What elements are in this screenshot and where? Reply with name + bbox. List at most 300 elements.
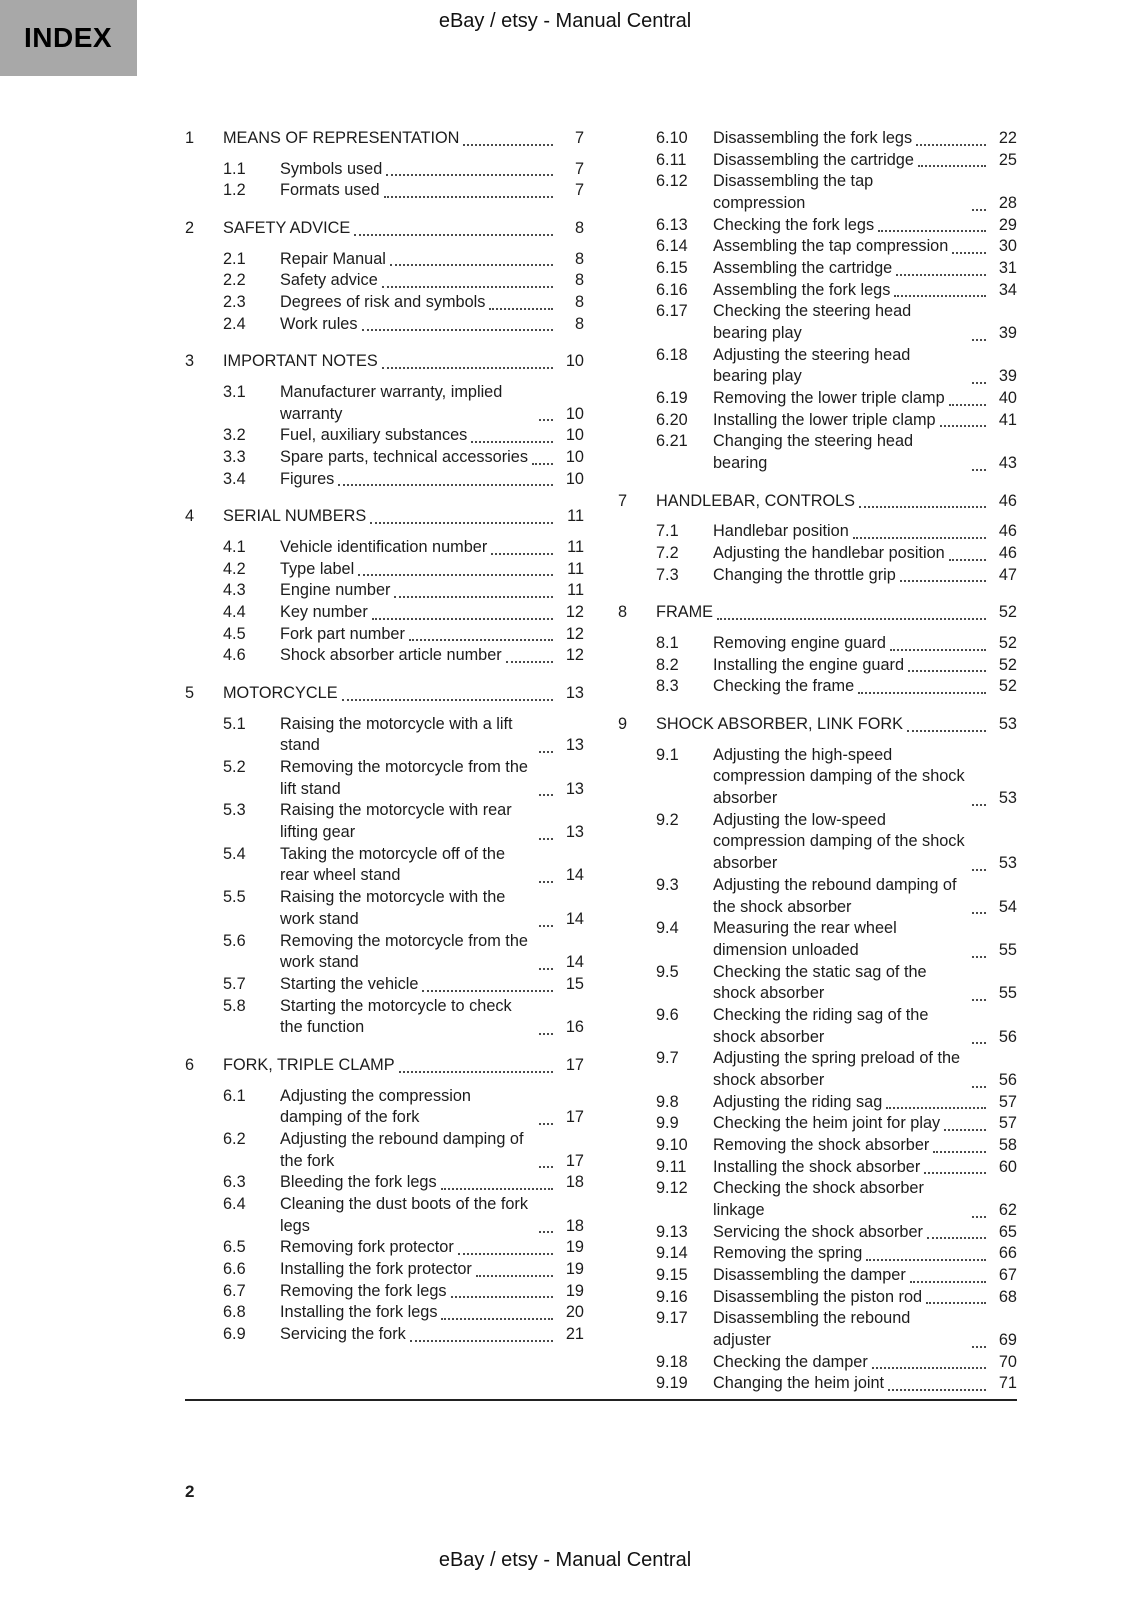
toc-chapter-entry	[185, 218, 584, 240]
toc-section-entry	[618, 633, 1017, 655]
dot-leader	[972, 912, 986, 914]
dot-leader	[896, 274, 986, 276]
entry-page-number: 52	[998, 603, 1017, 622]
entry-body	[713, 431, 989, 474]
entry-title: Adjusting the rebound damping of the shock absorber	[713, 875, 957, 916]
entry-page-number: 62	[998, 1200, 1017, 1219]
toc-right-column	[618, 128, 1017, 1395]
entry-title: Type label	[280, 559, 355, 578]
entry-title: Bleeding the fork legs	[280, 1173, 437, 1192]
entry-page-number: 56	[998, 1027, 1017, 1046]
page-header-title: eBay / etsy - Manual Central	[438, 10, 692, 32]
entry-title: Removing the motorcycle from the lift stand	[280, 758, 528, 798]
entry-body	[656, 714, 989, 736]
entry-title: Checking the fork legs	[713, 215, 875, 234]
entry-number: 6.6	[223, 1259, 246, 1278]
entry-body	[713, 810, 989, 875]
dot-leader	[370, 522, 553, 524]
dot-leader	[358, 574, 553, 576]
dot-leader	[972, 869, 986, 871]
dot-leader	[872, 1367, 986, 1369]
entry-page-number: 20	[565, 1303, 584, 1322]
entry-body	[280, 447, 556, 469]
toc-section-entry	[618, 1157, 1017, 1179]
entry-body	[713, 1308, 989, 1351]
entry-title: Safety advice	[280, 271, 378, 290]
entry-body	[280, 425, 556, 447]
toc-section-entry	[618, 1113, 1017, 1135]
dot-leader	[916, 144, 986, 146]
toc-section-entry	[618, 918, 1017, 961]
dot-leader	[539, 751, 553, 753]
entry-title: Checking the shock absorber linkage	[713, 1179, 924, 1219]
entry-body	[280, 1129, 556, 1172]
entry-body	[280, 537, 556, 559]
entry-body	[713, 521, 989, 543]
entry-body	[713, 633, 989, 655]
entry-title: Disassembling the damper	[713, 1265, 906, 1284]
toc-section-entry	[618, 1178, 1017, 1221]
entry-title: Removing the lower triple clamp	[713, 389, 945, 408]
entry-page-number: 46	[998, 522, 1017, 541]
toc-section-entry	[185, 1086, 584, 1129]
entry-number: 5.2	[223, 758, 246, 777]
entry-body	[713, 258, 989, 280]
dot-leader	[458, 1253, 553, 1255]
entry-page-number: 15	[565, 974, 584, 993]
entry-page-number: 10	[565, 352, 584, 371]
entry-title: Assembling the tap compression	[713, 237, 949, 256]
entry-body	[280, 602, 556, 624]
entry-body	[223, 683, 556, 705]
entry-page-number: 29	[998, 215, 1017, 234]
entry-title: Symbols used	[280, 159, 383, 178]
entry-title: Servicing the fork	[280, 1324, 406, 1343]
entry-title: Formats used	[280, 181, 380, 200]
entry-body	[713, 1048, 989, 1091]
entry-number: 5.1	[223, 714, 246, 733]
entry-body	[280, 580, 556, 602]
entry-body	[223, 351, 556, 373]
toc-section-entry	[185, 580, 584, 602]
entry-body	[280, 996, 556, 1039]
entry-number: 9.2	[656, 810, 679, 829]
entry-page-number: 8	[574, 314, 584, 333]
toc-section-entry	[185, 425, 584, 447]
entry-body	[280, 382, 556, 425]
entry-number: 6.16	[656, 280, 688, 299]
toc-section-entry	[618, 1135, 1017, 1157]
toc-section-entry	[185, 159, 584, 181]
entry-number: 5.8	[223, 996, 246, 1015]
entry-page-number: 11	[567, 507, 584, 526]
dot-leader	[908, 670, 986, 672]
entry-number: 5.6	[223, 931, 246, 950]
dot-leader	[972, 804, 986, 806]
dot-leader	[539, 925, 553, 927]
entry-number: 9.1	[656, 745, 679, 764]
entry-number: 9.4	[656, 919, 679, 938]
entry-body	[280, 314, 556, 336]
toc-section-entry	[185, 800, 584, 843]
entry-number: 9.7	[656, 1049, 679, 1068]
entry-page-number: 10	[565, 404, 584, 423]
entry-body	[713, 1287, 989, 1309]
entry-page-number: 13	[565, 823, 584, 842]
entry-page-number: 7	[574, 181, 584, 200]
entry-page-number: 57	[998, 1092, 1017, 1111]
dot-leader	[972, 1216, 986, 1218]
entry-body	[280, 469, 556, 491]
page-number: 2	[185, 1482, 195, 1501]
toc-section-entry	[185, 931, 584, 974]
entry-title: Installing the engine guard	[713, 655, 904, 674]
dot-leader	[972, 469, 986, 471]
entry-number: 8	[618, 603, 628, 622]
toc-section-entry	[185, 1129, 584, 1172]
entry-number: 2	[185, 219, 195, 238]
entry-body	[280, 1194, 556, 1237]
toc-section-entry	[618, 410, 1017, 432]
entry-body	[223, 1055, 556, 1077]
dot-leader	[441, 1188, 553, 1190]
entry-number: 6.13	[656, 215, 688, 234]
dot-leader	[539, 968, 553, 970]
entry-title: Assembling the fork legs	[713, 280, 891, 299]
dot-leader	[539, 1123, 553, 1125]
entry-body	[713, 1157, 989, 1179]
toc-section-entry	[618, 1373, 1017, 1395]
dot-leader	[949, 404, 986, 406]
entry-body	[223, 506, 556, 528]
entry-title: Removing fork protector	[280, 1238, 454, 1257]
toc-section-entry	[185, 714, 584, 757]
entry-body	[713, 565, 989, 587]
entry-number: 6.12	[656, 172, 688, 191]
entry-title: Key number	[280, 603, 368, 622]
entry-title: Removing the motorcycle from the work stand	[280, 931, 528, 972]
entry-title: Disassembling the rebound adjuster	[713, 1309, 911, 1349]
entry-body	[280, 931, 556, 974]
dot-leader	[539, 881, 553, 883]
toc-section-entry	[185, 270, 584, 292]
toc-section-entry	[618, 388, 1017, 410]
entry-body	[713, 1373, 989, 1395]
entry-page-number: 19	[565, 1259, 584, 1278]
entry-page-number: 40	[998, 389, 1017, 408]
entry-body	[280, 974, 556, 996]
entry-title: Engine number	[280, 581, 391, 600]
dot-leader	[451, 1296, 553, 1298]
entry-page-number: 68	[998, 1287, 1017, 1306]
toc-section-entry	[618, 236, 1017, 258]
entry-number: 7.3	[656, 565, 679, 584]
entry-title: Work rules	[280, 314, 358, 333]
entry-number: 9.8	[656, 1092, 679, 1111]
entry-page-number: 31	[998, 259, 1017, 278]
entry-number: 6.11	[656, 150, 687, 169]
entry-title: FRAME	[656, 603, 713, 622]
entry-number: 5.5	[223, 888, 246, 907]
entry-page-number: 46	[998, 544, 1017, 563]
toc-section-entry	[185, 1302, 584, 1324]
entry-title: Installing the lower triple clamp	[713, 410, 936, 429]
entry-number: 9.9	[656, 1114, 679, 1133]
dot-leader	[972, 999, 986, 1001]
dot-leader	[972, 339, 986, 341]
dot-leader	[399, 1071, 553, 1073]
toc-section-entry	[618, 258, 1017, 280]
entry-number: 6.18	[656, 345, 688, 364]
entry-body	[713, 745, 989, 810]
entry-number: 9	[618, 715, 628, 734]
dot-leader	[858, 692, 986, 694]
entry-title: Adjusting the low-speed compression damping of the shock absorber	[713, 810, 965, 873]
entry-number: 4.1	[223, 538, 246, 557]
entry-body	[713, 1352, 989, 1374]
entry-number: 7.1	[656, 522, 679, 541]
entry-title: Adjusting the compression damping of the fork	[280, 1086, 471, 1127]
entry-number: 6.3	[223, 1173, 246, 1192]
entry-body	[713, 410, 989, 432]
entry-number: 7.2	[656, 544, 679, 563]
dot-leader	[933, 1151, 986, 1153]
entry-body	[280, 887, 556, 930]
entry-page-number: 47	[998, 565, 1017, 584]
entry-number: 9.11	[656, 1157, 687, 1176]
entry-number: 6.15	[656, 259, 688, 278]
entry-title: Starting the motorcycle to check the function	[280, 996, 512, 1037]
dot-leader	[489, 308, 553, 310]
entry-number: 5.3	[223, 801, 246, 820]
toc-section-entry	[618, 962, 1017, 1005]
toc-section-entry	[618, 1265, 1017, 1287]
toc-section-entry	[185, 1237, 584, 1259]
entry-number: 1	[185, 129, 195, 147]
entry-number: 6.5	[223, 1238, 246, 1257]
entry-body	[713, 128, 989, 150]
entry-title: Fork part number	[280, 624, 405, 643]
entry-title: Removing the spring	[713, 1244, 863, 1263]
entry-body	[713, 1135, 989, 1157]
entry-number: 9.3	[656, 875, 679, 894]
entry-page-number: 30	[998, 237, 1017, 256]
entry-title: Measuring the rear wheel dimension unloaded	[713, 919, 897, 959]
toc-section-entry	[185, 180, 584, 202]
entry-title: Assembling the cartridge	[713, 259, 893, 278]
entry-title: Handlebar position	[713, 522, 849, 541]
dot-leader	[491, 553, 553, 555]
entry-page-number: 13	[565, 684, 584, 703]
entry-title: Disassembling the fork legs	[713, 129, 913, 147]
entry-body	[280, 624, 556, 646]
entry-page-number: 22	[998, 129, 1017, 147]
entry-page-number: 11	[567, 538, 584, 557]
toc-section-entry	[185, 602, 584, 624]
entry-number: 5.4	[223, 844, 246, 863]
entry-page-number: 18	[565, 1173, 584, 1192]
entry-body	[223, 218, 556, 240]
dot-leader	[539, 838, 553, 840]
entry-number: 9.17	[656, 1309, 688, 1328]
toc-section-entry	[618, 810, 1017, 875]
toc-section-entry	[618, 1222, 1017, 1244]
entry-page-number: 52	[998, 655, 1017, 674]
entry-body	[280, 1281, 556, 1303]
entry-page-number: 16	[565, 1018, 584, 1037]
entry-title: Adjusting the rebound damping of the fork	[280, 1129, 524, 1170]
entry-title: Removing engine guard	[713, 634, 886, 653]
entry-page-number: 71	[998, 1374, 1017, 1393]
entry-body	[280, 757, 556, 800]
entry-number: 2.3	[223, 293, 246, 312]
entry-body	[280, 844, 556, 887]
entry-title: Checking the damper	[713, 1352, 868, 1371]
dot-leader	[539, 794, 553, 796]
toc-section-entry	[618, 345, 1017, 388]
entry-title: Shock absorber article number	[280, 646, 502, 665]
toc-section-entry	[618, 1048, 1017, 1091]
dot-leader	[972, 209, 986, 211]
entry-page-number: 7	[574, 129, 584, 147]
entry-page-number: 8	[574, 249, 584, 268]
dot-leader	[384, 196, 553, 198]
entry-body	[280, 1324, 556, 1346]
toc-section-entry	[185, 249, 584, 271]
dot-leader	[717, 618, 986, 620]
entry-title: Repair Manual	[280, 249, 386, 268]
entry-page-number: 55	[998, 940, 1017, 959]
dot-leader	[927, 1237, 986, 1239]
toc-section-entry	[618, 280, 1017, 302]
dot-leader	[506, 661, 553, 663]
entry-body	[280, 292, 556, 314]
entry-title: Raising the motorcycle with a lift stand	[280, 714, 513, 755]
dot-leader	[972, 1086, 986, 1088]
dot-leader	[362, 329, 553, 331]
toc-section-entry	[618, 128, 1017, 150]
entry-page-number: 58	[998, 1135, 1017, 1154]
entry-title: Adjusting the high-speed compression damping of the shock absorber	[713, 745, 965, 808]
index-tab-label: INDEX	[0, 0, 137, 76]
toc-section-entry	[185, 887, 584, 930]
dot-leader	[886, 1107, 986, 1109]
toc-section-entry	[185, 382, 584, 425]
entry-body	[280, 1172, 556, 1194]
toc-section-entry	[618, 171, 1017, 214]
entry-page-number: 60	[998, 1157, 1017, 1176]
toc-section-entry	[618, 543, 1017, 565]
dot-leader	[539, 1231, 553, 1233]
entry-number: 6	[185, 1055, 195, 1074]
entry-page-number: 56	[998, 1070, 1017, 1089]
dot-leader	[866, 1259, 986, 1261]
entry-page-number: 13	[565, 736, 584, 755]
entry-page-number: 52	[998, 677, 1017, 696]
entry-title: Changing the throttle grip	[713, 565, 896, 584]
entry-page-number: 12	[565, 624, 584, 643]
toc-section-entry	[185, 996, 584, 1039]
toc-section-entry	[618, 745, 1017, 810]
entry-number: 6.17	[656, 302, 688, 321]
entry-page-number: 55	[998, 984, 1017, 1003]
entry-title: Removing the shock absorber	[713, 1135, 930, 1154]
dot-leader	[372, 618, 553, 620]
entry-page-number: 19	[565, 1238, 584, 1257]
toc-section-entry	[185, 1194, 584, 1237]
entry-page-number: 8	[574, 219, 584, 238]
toc-section-entry	[185, 1281, 584, 1303]
dot-leader	[944, 1129, 986, 1131]
entry-number: 6.2	[223, 1129, 246, 1148]
toc-section-entry	[185, 624, 584, 646]
entry-body	[713, 1222, 989, 1244]
entry-page-number: 10	[565, 469, 584, 488]
entry-body	[713, 215, 989, 237]
dot-leader	[539, 419, 553, 421]
dot-leader	[386, 174, 553, 176]
dot-leader	[390, 264, 553, 266]
toc-section-entry	[618, 521, 1017, 543]
entry-number: 3.2	[223, 426, 246, 445]
entry-title: Installing the fork legs	[280, 1303, 438, 1322]
entry-title: Checking the static sag of the shock absorber	[713, 962, 927, 1003]
entry-title: SAFETY ADVICE	[223, 219, 351, 238]
dot-leader	[949, 559, 986, 561]
entry-number: 6.21	[656, 432, 688, 451]
entry-number: 6.8	[223, 1303, 246, 1322]
entry-body	[656, 602, 989, 624]
entry-page-number: 39	[998, 367, 1017, 386]
dot-leader	[382, 367, 553, 369]
dot-leader	[972, 1042, 986, 1044]
entry-title: Spare parts, technical accessories	[280, 448, 528, 467]
entry-title: Adjusting the steering head bearing play	[713, 345, 911, 386]
entry-page-number: 54	[998, 897, 1017, 916]
toc-chapter-entry	[185, 351, 584, 373]
toc-section-entry	[185, 645, 584, 667]
toc-section-entry	[618, 565, 1017, 587]
entry-number: 9.6	[656, 1005, 679, 1024]
entry-page-number: 46	[998, 491, 1017, 510]
dot-leader	[354, 234, 553, 236]
entry-number: 9.10	[656, 1135, 688, 1154]
entry-page-number: 11	[567, 559, 584, 578]
entry-number: 6.9	[223, 1324, 246, 1343]
toc-section-entry	[185, 314, 584, 336]
toc-section-entry	[185, 1259, 584, 1281]
entry-body	[713, 236, 989, 258]
toc-section-entry	[185, 469, 584, 491]
toc-section-entry	[185, 844, 584, 887]
entry-title: MEANS OF REPRESENTATION	[223, 129, 460, 147]
page-footer-title: eBay / etsy - Manual Central	[438, 1549, 692, 1571]
toc-left-column	[185, 128, 584, 1346]
entry-number: 9.19	[656, 1374, 688, 1393]
dot-leader	[471, 441, 553, 443]
dot-leader	[894, 295, 986, 297]
entry-title: Checking the frame	[713, 677, 855, 696]
toc-section-entry	[185, 292, 584, 314]
entry-page-number: 12	[565, 646, 584, 665]
entry-number: 9.12	[656, 1179, 688, 1198]
entry-body	[713, 875, 989, 918]
toc-chapter-entry	[185, 683, 584, 705]
dot-leader	[422, 990, 553, 992]
toc-section-entry	[618, 431, 1017, 474]
entry-number: 4	[185, 507, 195, 526]
entry-title: Changing the heim joint	[713, 1374, 885, 1393]
